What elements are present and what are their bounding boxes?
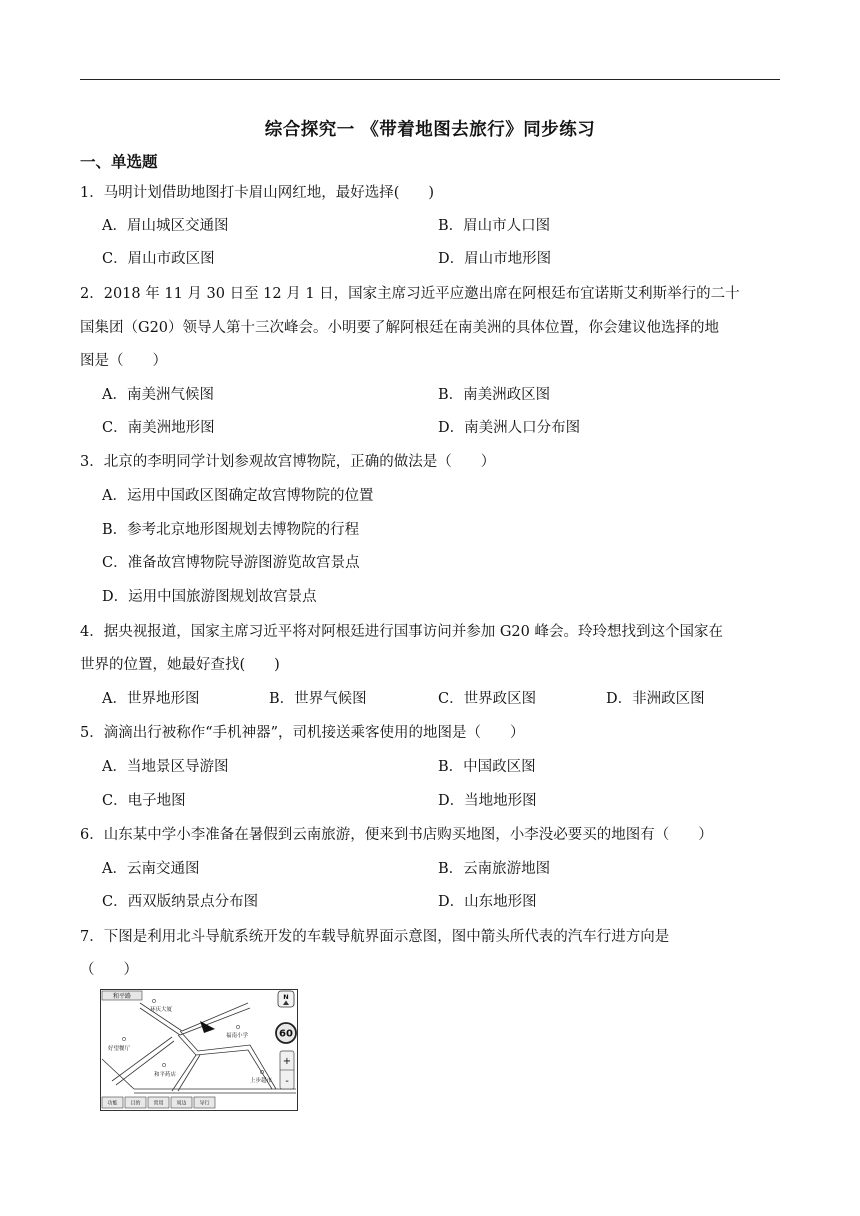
section-heading: 一、单选题 bbox=[80, 153, 158, 171]
q4-option-a[interactable]: A．世界地形图 bbox=[102, 691, 200, 707]
q3-option-d[interactable]: D．运用中国旅游图规划故宫景点 bbox=[102, 589, 317, 605]
q4-option-b[interactable]: B．世界气候图 bbox=[269, 691, 367, 707]
q1-option-d[interactable]: D．眉山市地形图 bbox=[438, 251, 552, 267]
nav-screen-figure bbox=[100, 989, 298, 1111]
q6-option-c[interactable]: C．西双版纳景点分布图 bbox=[102, 894, 259, 910]
q1-option-c[interactable]: C．眉山市政区图 bbox=[102, 251, 215, 267]
q3-option-c[interactable]: C．准备故宫博物院导游图游览故宫景点 bbox=[102, 555, 360, 571]
q2-option-c[interactable]: C．南美洲地形图 bbox=[102, 420, 215, 436]
q1-option-b[interactable]: B．眉山市人口图 bbox=[438, 218, 551, 234]
question-4-text-line-2: 世界的位置，她最好查找( ) bbox=[80, 657, 280, 673]
q1-option-a[interactable]: A．眉山城区交通图 bbox=[102, 218, 229, 234]
question-7-text-line-2: （ ） bbox=[80, 962, 138, 978]
nav-button-1-label: 功能 bbox=[107, 1100, 118, 1107]
place-label-2: 福南小学 bbox=[226, 1033, 249, 1039]
place-label-3: 好望餐厅 bbox=[108, 1046, 131, 1052]
question-2-text-line-2: 国集团（G20）领导人第十三次峰会。小明要了解阿根廷在南美洲的具体位置，你会建议他选择的地 bbox=[80, 320, 720, 336]
question-7-text-line-1: 7．下图是利用北斗导航系统开发的车载导航界面示意图，图中箭头所代表的汽车行进方向是 bbox=[80, 929, 670, 945]
header-rule bbox=[80, 79, 780, 80]
compass-label: N bbox=[283, 993, 289, 1001]
nav-button-2-label: 目的 bbox=[130, 1100, 141, 1107]
q5-option-a[interactable]: A．当地景区导游图 bbox=[102, 759, 229, 775]
question-5-text: 5．滴滴出行被称作“手机神器”，司机接送乘客使用的地图是（ ） bbox=[80, 725, 525, 741]
page-title: 综合探究一 《带着地图去旅行》同步练习 bbox=[264, 120, 596, 140]
q3-option-a[interactable]: A．运用中国政区图确定故宫博物院的位置 bbox=[102, 488, 374, 504]
road-label: 和平路 bbox=[112, 993, 132, 1000]
q4-option-d[interactable]: D．非洲政区图 bbox=[606, 691, 705, 707]
question-2-text-line-1: 2．2018 年 11 月 30 日至 12 月 1 日，国家主席习近平应邀出席在阿根廷布宜诺斯艾利斯举行的二十 bbox=[80, 286, 740, 302]
q2-option-b[interactable]: B．南美洲政区图 bbox=[438, 387, 551, 403]
nav-button-3-label: 常用 bbox=[153, 1100, 164, 1107]
q2-option-d[interactable]: D．南美洲人口分布图 bbox=[438, 420, 581, 436]
nav-button-5-label: 导行 bbox=[199, 1100, 210, 1107]
zoom-out-button[interactable]: - bbox=[285, 1076, 289, 1087]
q5-option-d[interactable]: D．当地地形图 bbox=[438, 793, 537, 809]
q3-option-b[interactable]: B．参考北京地形图规划去博物院的行程 bbox=[102, 522, 360, 538]
question-2-text-line-3: 图是（ ） bbox=[80, 353, 167, 369]
place-label-4: 和平药店 bbox=[154, 1072, 177, 1078]
nav-button-4-label: 周边 bbox=[176, 1100, 187, 1107]
question-6-text: 6．山东某中学小李准备在暑假到云南旅游，便来到书店购买地图，小李没必要买的地图有（ ） bbox=[80, 827, 713, 843]
q4-option-c[interactable]: C．世界政区图 bbox=[438, 691, 537, 707]
q5-option-b[interactable]: B．中国政区图 bbox=[438, 759, 536, 775]
q6-option-a[interactable]: A．云南交通图 bbox=[102, 861, 200, 877]
question-3-text: 3．北京的李明同学计划参观故宫博物院，正确的做法是（ ） bbox=[80, 454, 496, 470]
place-label-5: 上步超市 bbox=[250, 1078, 273, 1084]
question-4-text-line-1: 4．据央视报道，国家主席习近平将对阿根廷进行国事访问并参加 G20 峰会。玲玲想找到这个国家在 bbox=[80, 624, 723, 640]
zoom-in-button[interactable]: + bbox=[282, 1056, 292, 1067]
question-1-text: 1．马明计划借助地图打卡眉山网红地，最好选择( ) bbox=[80, 185, 435, 201]
place-label-1: 环庆大厦 bbox=[150, 1007, 173, 1013]
q6-option-d[interactable]: D．山东地形图 bbox=[438, 894, 537, 910]
speed-value: 60 bbox=[279, 1028, 293, 1040]
q5-option-c[interactable]: C．电子地图 bbox=[102, 793, 186, 809]
q6-option-b[interactable]: B．云南旅游地图 bbox=[438, 861, 551, 877]
q2-option-a[interactable]: A．南美洲气候图 bbox=[102, 387, 214, 403]
